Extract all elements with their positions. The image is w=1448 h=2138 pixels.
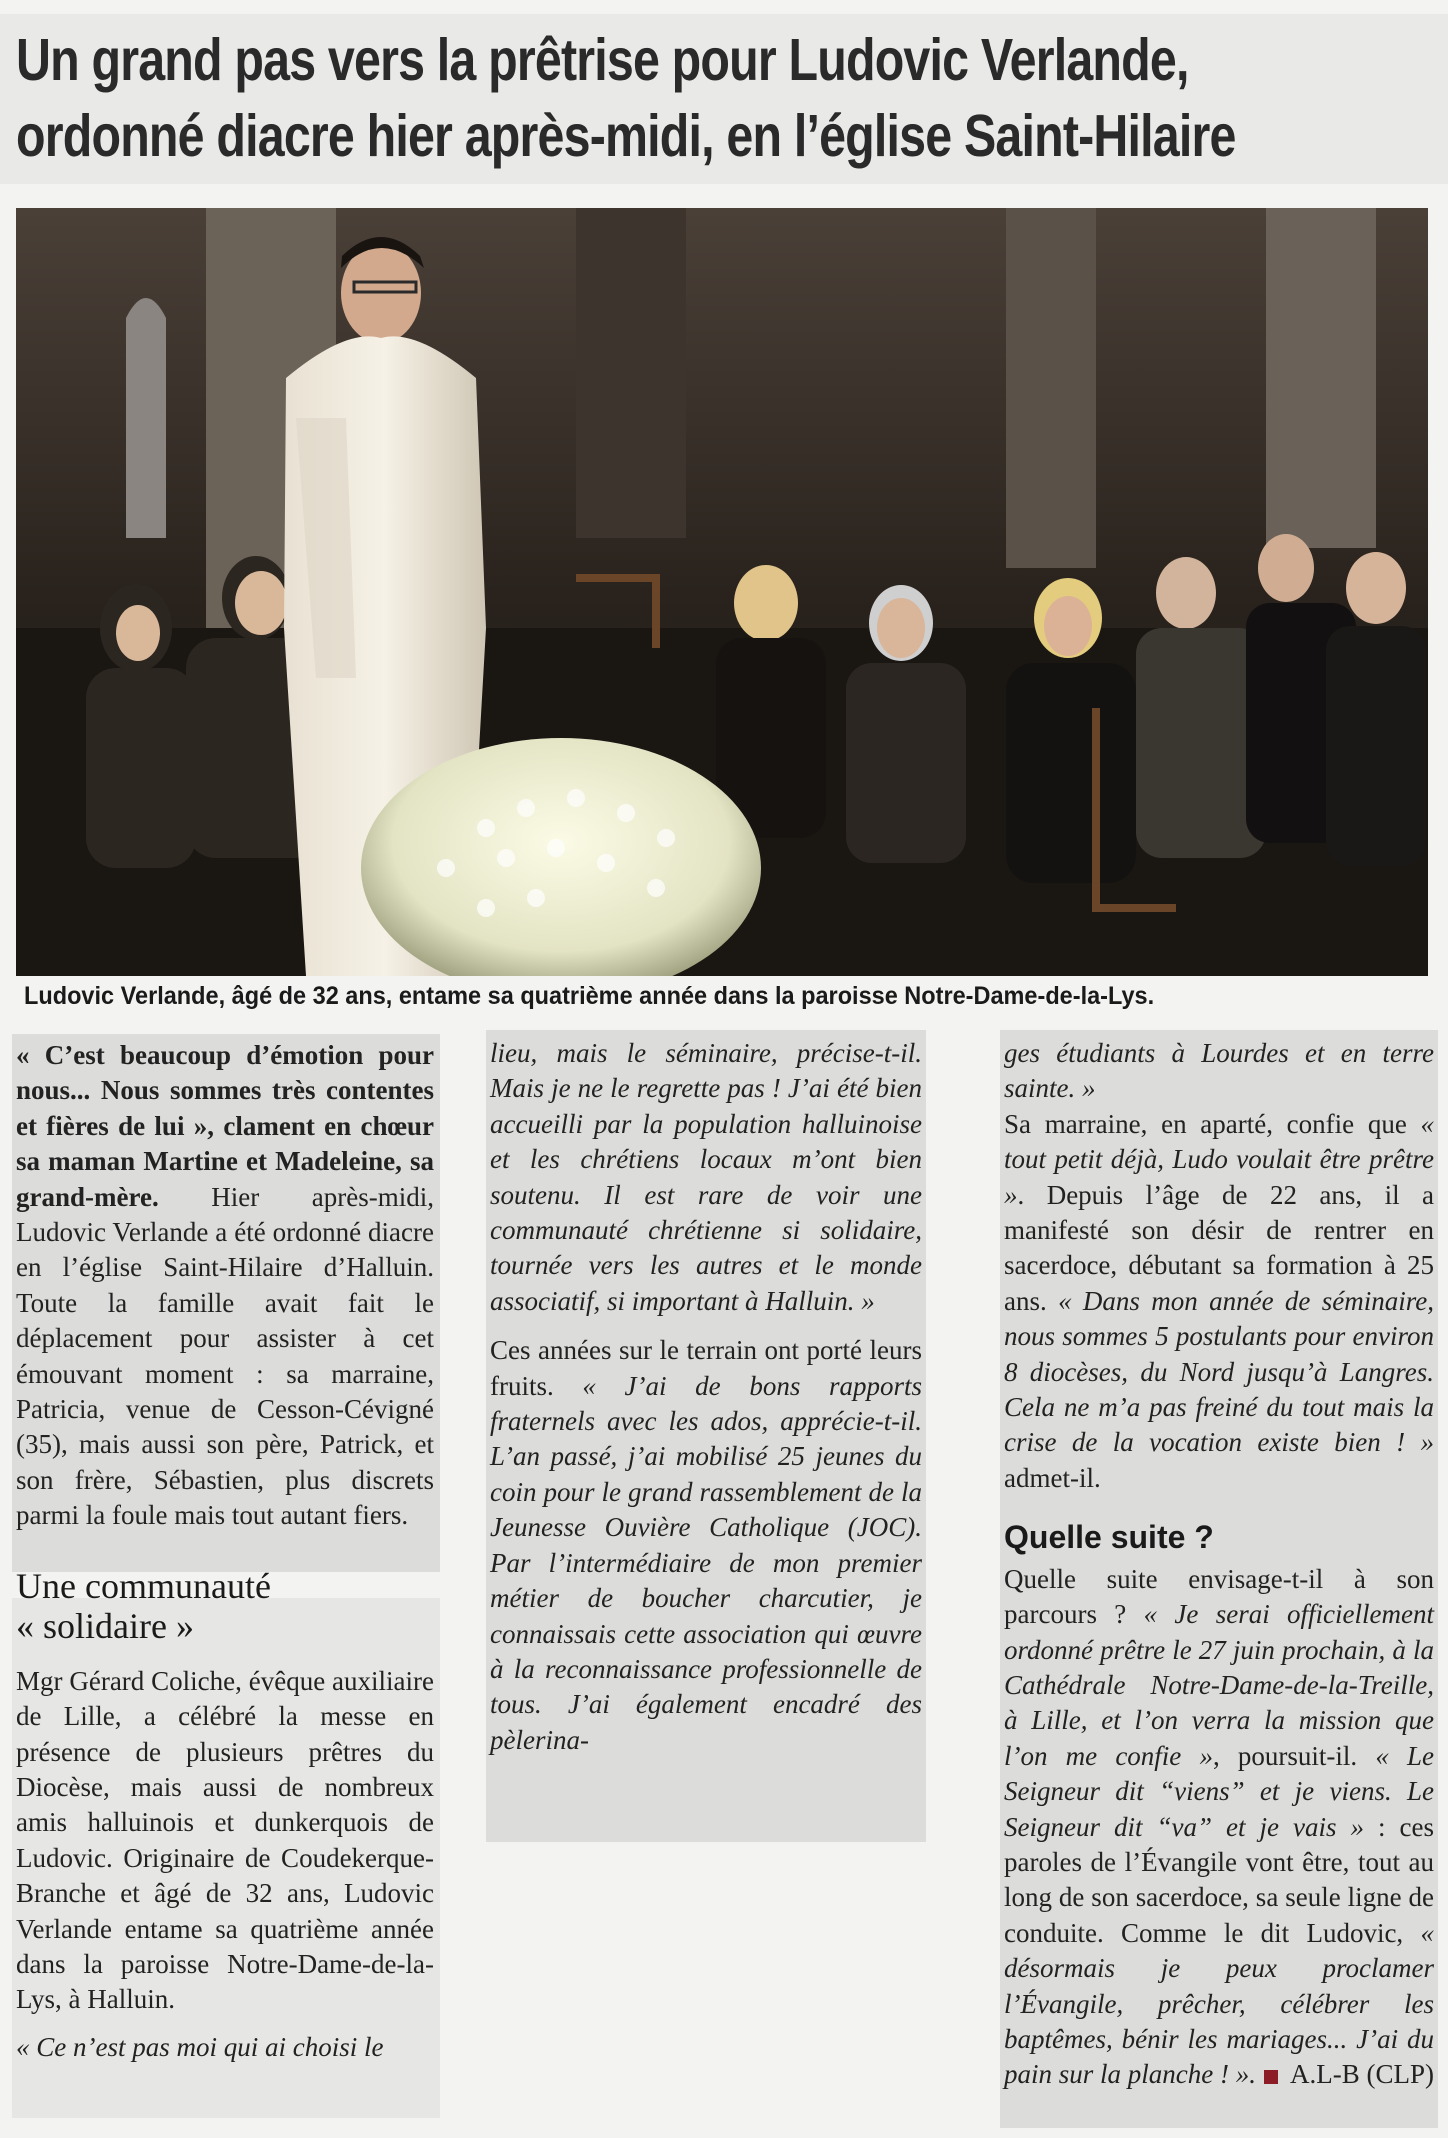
col3-evangile-text: : ces paroles de l’Évangile vont être, tout au long de son sacerdoce, sa seule ligne de conduite. Comme le dit Ludovic, [1004,1811,1434,1948]
headline-line-2: ordonné diacre hier après-midi, en l’église Saint-Hilaire [16,103,1236,169]
col2-second-paragraph [490,1333,922,1758]
col3-suite-lead: Quelle suite envisage-t-il à son parcours ? [1004,1563,1434,1630]
coliche-paragraph: Mgr Gérard Coliche, évêque auxiliaire de Lille, a célébré la messe en présence de plusieurs prêtres du Diocèse, mais aussi de nombreux amis halluinois et dunkerquois de Ludovic. Originaire de Coudekerque-Branche et âgé de 32 ans, Ludovic Verlande entame sa quatrième année dans la paroisse Notre-Dame-de-la-Lys, à Halluin. [16,1665,434,2015]
col2-quote: « J’ai de bons rapports fraternels avec les ados, apprécie-t-il. L’an passé, j’ai mobilisé 25 jeunes du coin pour le grand rassemblement de la Jeunesse Ouvière Catholique (JOC). Par l’intermédiaire de mon premier métier de boucher charcutier, je connaissais cette association qui œuvre à la reconnaissance professionnelle de tous. J’ai également encadré des pèlerina- [490,1370,922,1755]
subhead-quelle-suite: Quelle suite ? [1004,1519,1214,1556]
column-3 [1004,1036,1434,2093]
headline [16,22,1236,174]
end-mark-icon [1264,2070,1278,2084]
intro-paragraph [16,1038,434,1534]
subhead-communaute [16,1566,434,1646]
ordination-photo [16,208,1428,976]
col3-marraine-paragraph [1004,1107,1434,1496]
col3-suite-paragraph [1004,1562,1434,2093]
col3-admet: admet-il. [1004,1462,1101,1493]
col3-poursuit: , poursuit-il. [1212,1740,1376,1771]
intro-quote: « C’est beaucoup d’émotion pour nous... Nous sommes très contentes et fières de lui », clament en chœur sa maman Martine et Madeleine, sa grand-mère. [16,1040,434,1212]
col3-vocation-text: . Depuis l’âge de 22 ans, il a manifesté son désir de rentrer en sacerdoce, débutant sa formation à 25 ans. [1004,1179,1434,1316]
column-1 [16,1038,434,2065]
byline-signature: A.L-B (CLP) [1290,2059,1434,2090]
col3-marraine-lead: Sa marraine, en aparté, confie que [1004,1108,1421,1139]
col3-final-quote: « désormais je peux proclamer l’Évangile, prêcher, célébrer les baptêmes, bénir les mariages... J’ai du pain sur la planche ! ». [1004,1917,1434,2090]
col3-seminaire-quote: « Dans mon année de séminaire, nous sommes 5 postulants pour environ 8 diocèses, du Nord jusqu’à Langres. Cela ne m’a pas freiné du tout mais la crise de la vocation existe bien ! » [1004,1285,1434,1458]
col3-ordination-quote: « Je serai officiellement ordonné prêtre le 27 juin prochain, à la Cathédrale Notre-Dame-de-la-Treille, à Lille, et l’on verra la mission que l’on me confie » [1004,1599,1434,1771]
col3-continuation: ges étudiants à Lourdes et en terre sainte. » [1004,1038,1434,1104]
subhead-communaute-line-2: « solidaire » [16,1605,194,1646]
headline-line-1: Un grand pas vers la prêtrise pour Ludovic Verlande, [16,27,1189,93]
column-2 [490,1036,922,1758]
quote-start: « Ce n’est pas moi qui ai choisi le [16,2031,384,2062]
col2-quote-paragraph: lieu, mais le séminaire, précise-t-il. Mais je ne le regrette pas ! J’ai été bien accueilli par la population halluinoise et les chrétiens locaux m’ont bien soutenu. Il est rare de voir une communauté chrétienne si solidaire, tournée vers les autres et le monde associatif, si important à Halluin. » [490,1038,922,1316]
col3-marraine-quote: « tout petit déjà, Ludo voulait être prêtre » [1004,1108,1434,1210]
col2-lead: Ces années sur le terrain ont porté leurs fruits. [490,1335,922,1401]
col3-seigneur-quote: « Le Seigneur dit “viens” et je viens. Le Seigneur dit “va” et je vais » [1004,1740,1435,1842]
intro-text: Hier après-midi, Ludovic Verlande a été ordonné diacre en l’église Saint-Hilaire d’Halluin. Toute la famille avait fait le déplacement pour assister à cet émouvant moment : sa marraine, Patricia, venue de Cesson-Cévigné (35), mais aussi son père, Patrick, et son frère, Sébastien, plus discrets parmi la foule mais tout autant fiers. [16,1181,434,1531]
subhead-communaute-line-1: Une communauté [16,1565,271,1606]
photo-caption: Ludovic Verlande, âgé de 32 ans, entame sa quatrième année dans la paroisse Notre-Dame-de-la-Lys. [24,982,1155,1010]
